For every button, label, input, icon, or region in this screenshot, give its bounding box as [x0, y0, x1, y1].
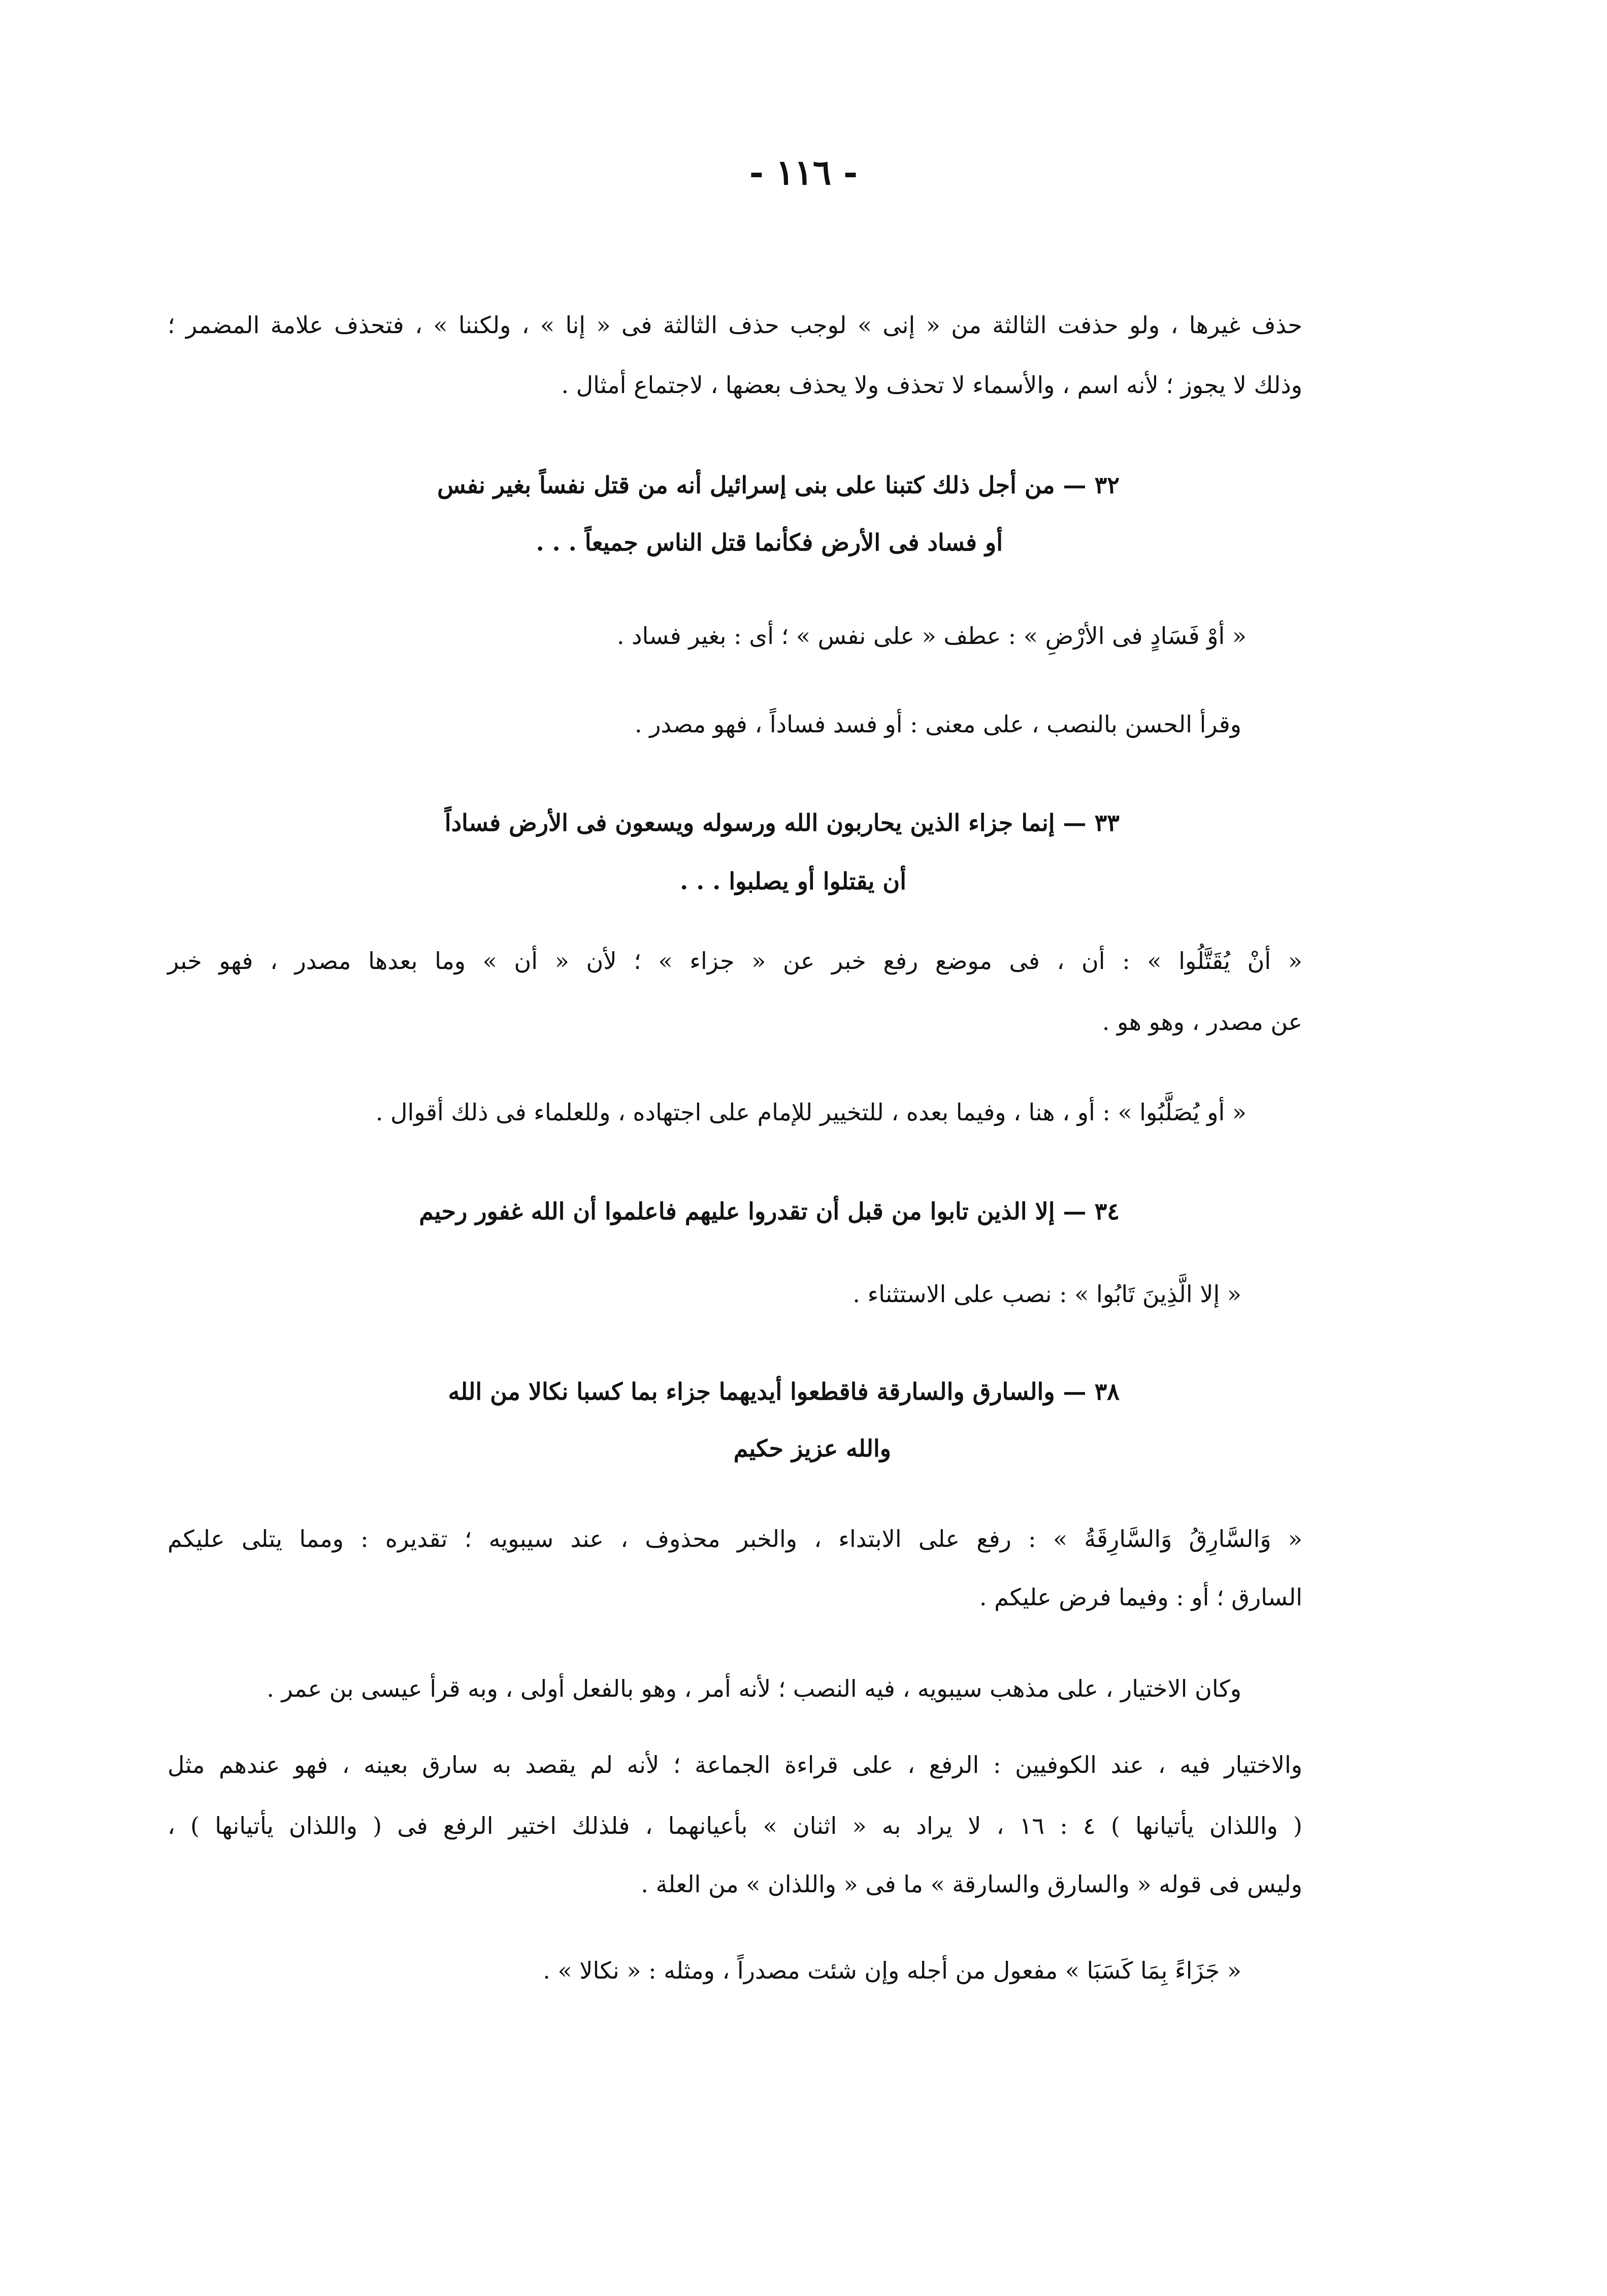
note-line-2: وقرأ الحسن بالنصب ، على معنى : أو فسد فساداً ، فهو مصدر . — [635, 710, 1241, 738]
note-line-4: عن مصدر ، وهو هو . — [1102, 1008, 1302, 1036]
note-line-1: « أوْ فَسَادٍ فى الأرْضِ » : عطف « على نفس » ؛ أى : بغير فساد . — [616, 622, 1247, 650]
verse-32-line-2: أو فساد فى الأرض فكأنما قتل الناس جميعاً . . . — [536, 529, 1003, 556]
note-line-9: وكان الاختيار ، على مذهب سيبويه ، فيه النصب ؛ لأنه أمر ، وهو بالفعل أولى ، وبه قرأ عيسى بن عمر . — [267, 1675, 1241, 1702]
text-line-1: حذف غيرها ، ولو حذفت الثالثة من « إنى » لوجب حذف الثالثة فى « إنا » ، ولكننا » ، فتحذف علامة المضمر ؛ — [168, 311, 1302, 339]
note-line-6: « إلا الَّذِينَ تَابُوا » : نصب على الاستثناء . — [852, 1280, 1241, 1308]
verse-38-line-1: ٣٨ — والسارق والسارقة فاقطعوا أيديهما جزاء بما كسبا نكالا من الله — [448, 1378, 1120, 1405]
verse-38-line-2: والله عزيز حكيم — [733, 1435, 891, 1462]
note-line-10: والاختيار فيه ، عند الكوفيين : الرفع ، على قراءة الجماعة ؛ لأنه لم يقصد به سارق بعينه ، فهو عندهم مثل — [168, 1751, 1302, 1778]
verse-33-line-1: ٣٣ — إنما جزاء الذين يحاربون الله ورسوله ويسعون فى الأرض فساداً — [444, 809, 1120, 836]
note-line-7: « وَالسَّارِقُ وَالسَّارِقَةُ » : رفع على الابتداء ، والخبر محذوف ، عند سيبويه ؛ تقديره : ومما يتلى عليكم — [168, 1525, 1302, 1553]
note-line-11: ( واللذان يأتيانها ) ٤ : ١٦ ، لا يراد به « اثنان » بأعيانهما ، فلذلك اختير الرفع فى ( واللذان يأتيانها ) ، — [168, 1812, 1302, 1839]
note-line-8: السارق ؛ أو : وفيما فرض عليكم . — [979, 1583, 1302, 1611]
page-number: - ١١٦ - — [749, 152, 858, 193]
note-line-3: « أنْ يُقَتَّلُوا » : أن ، فى موضع رفع خبر عن « جزاء » ؛ لأن « أن » وما بعدها مصدر ، فهو خبر — [168, 947, 1302, 975]
verse-32-line-1: ٣٢ — من أجل ذلك كتبنا على بنى إسرائيل أنه من قتل نفساً بغير نفس — [437, 471, 1120, 499]
note-line-5: « أو يُصَلَّبُوا » : أو ، هنا ، وفيما بعده ، للتخيير للإمام على اجتهاده ، وللعلماء فى ذلك أقوال . — [375, 1098, 1247, 1126]
note-line-13: « جَزَاءً بِمَا كَسَبَا » مفعول من أجله وإن شئت مصدراً ، ومثله : « نكالا » . — [543, 1957, 1241, 1984]
note-line-12: وليس فى قوله « والسارق والسارقة » ما فى « واللذان » من العلة . — [641, 1870, 1302, 1898]
verse-33-line-2: أن يقتلوا أو يصلبوا . . . — [680, 867, 906, 895]
text-line-2: وذلك لا يجوز ؛ لأنه اسم ، والأسماء لا تحذف ولا يحذف بعضها ، لاجتماع أمثال . — [561, 371, 1302, 399]
verse-34-line-1: ٣٤ — إلا الذين تابوا من قبل أن تقدروا عليهم فاعلموا أن الله غفور رحيم — [419, 1198, 1120, 1225]
